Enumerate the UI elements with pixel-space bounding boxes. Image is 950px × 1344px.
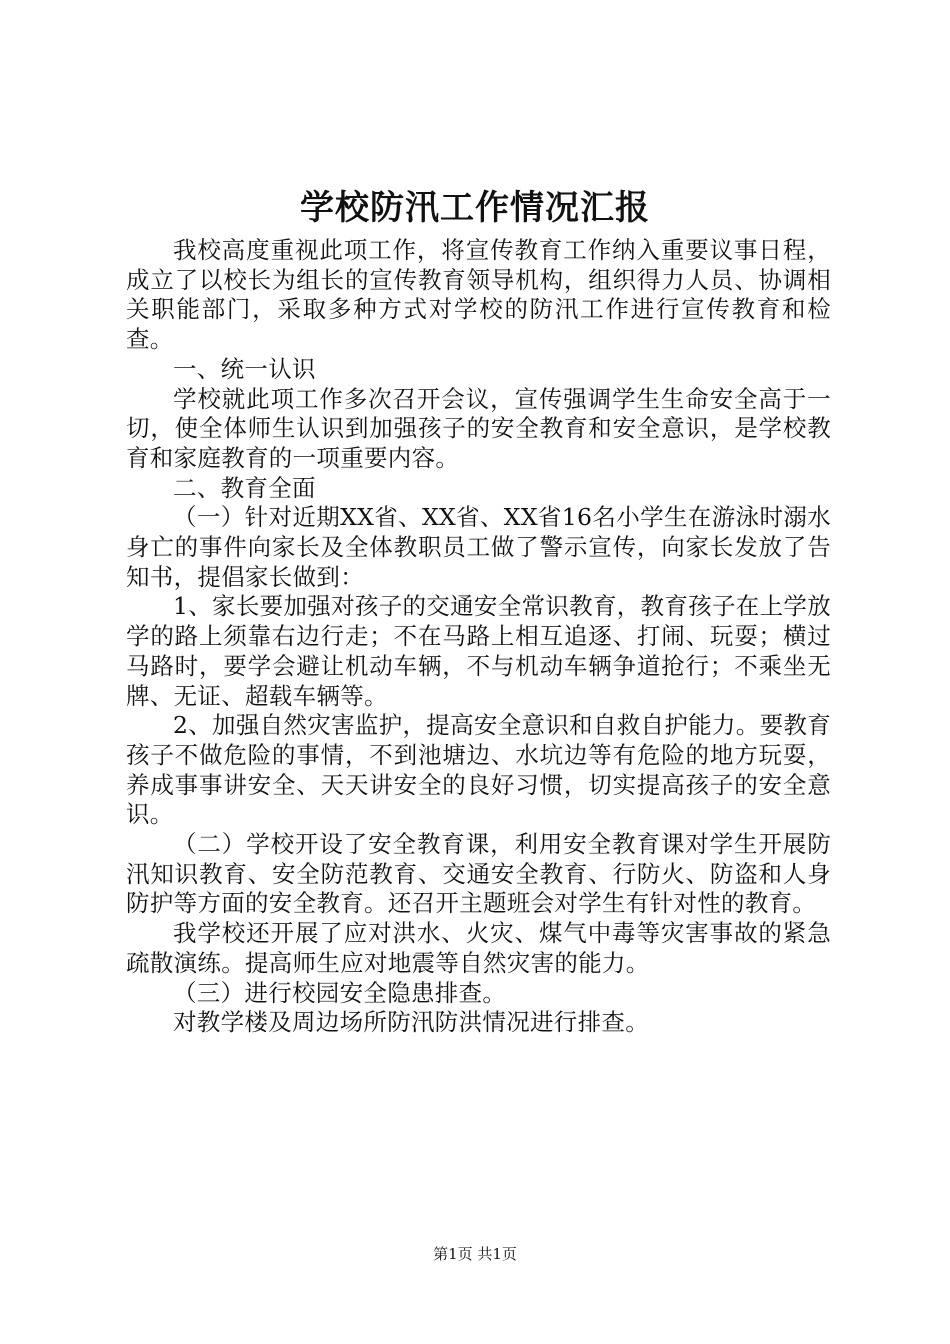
paragraph-sub-1: （一）针对近期XX省、XX省、XX省16名小学生在游泳时溺水身亡的事件向家长及全体教职员工做了警示宣传，向家长发放了告知书，提倡家长做到： <box>126 503 831 591</box>
document-title: 学校防汛工作情况汇报 <box>300 188 650 228</box>
section-heading-2: 二、教育全面 <box>173 473 316 502</box>
paragraph-intro: 我校高度重视此项工作，将宣传教育工作纳入重要议事日程，成立了以校长为组长的宣传教育领导机构，组织得力人员、协调相关职能部门，采取多种方式对学校的防汛工作进行宣传教育和检查。 <box>126 236 831 354</box>
paragraph-sub-2: （二）学校开设了安全教育课，利用安全教育课对学生开展防汛知识教育、安全防范教育、交通安全教育、行防火、防盗和人身防护等方面的安全教育。还召开主题班会对学生有针对性的教育。 <box>126 830 831 918</box>
paragraph-sub-3: （三）进行校园安全隐患排查。 <box>173 978 507 1007</box>
document-body <box>126 236 831 1038</box>
paragraph-item-1: 1、家长要加强对孩子的交通安全常识教育，教育孩子在上学放学的路上须靠右边行走；不在马路上相互追逐、打闹、玩耍；横过马路时，要学会避让机动车辆，不与机动车辆争道抢行；不乘坐无牌、无证、超载车辆等。 <box>126 592 831 710</box>
page-footer: 第1页 共1页 <box>433 1245 517 1263</box>
paragraph-inspection: 对教学楼及周边场所防汛防洪情况进行排查。 <box>173 1008 649 1037</box>
paragraph-drill: 我学校还开展了应对洪水、火灾、煤气中毒等灾害事故的紧急疏散演练。提高师生应对地震等自然灾害的能力。 <box>126 919 831 977</box>
paragraph-section-1: 学校就此项工作多次召开会议，宣传强调学生生命安全高于一切，使全体师生认识到加强孩子的安全教育和安全意识，是学校教育和家庭教育的一项重要内容。 <box>126 384 831 472</box>
paragraph-item-2: 2、加强自然灾害监护，提高安全意识和自救自护能力。要教育孩子不做危险的事情，不到池塘边、水坑边等有危险的地方玩耍，养成事事讲安全、天天讲安全的良好习惯，切实提高孩子的安全意识。 <box>126 711 831 829</box>
section-heading-1: 一、统一认识 <box>173 354 316 383</box>
